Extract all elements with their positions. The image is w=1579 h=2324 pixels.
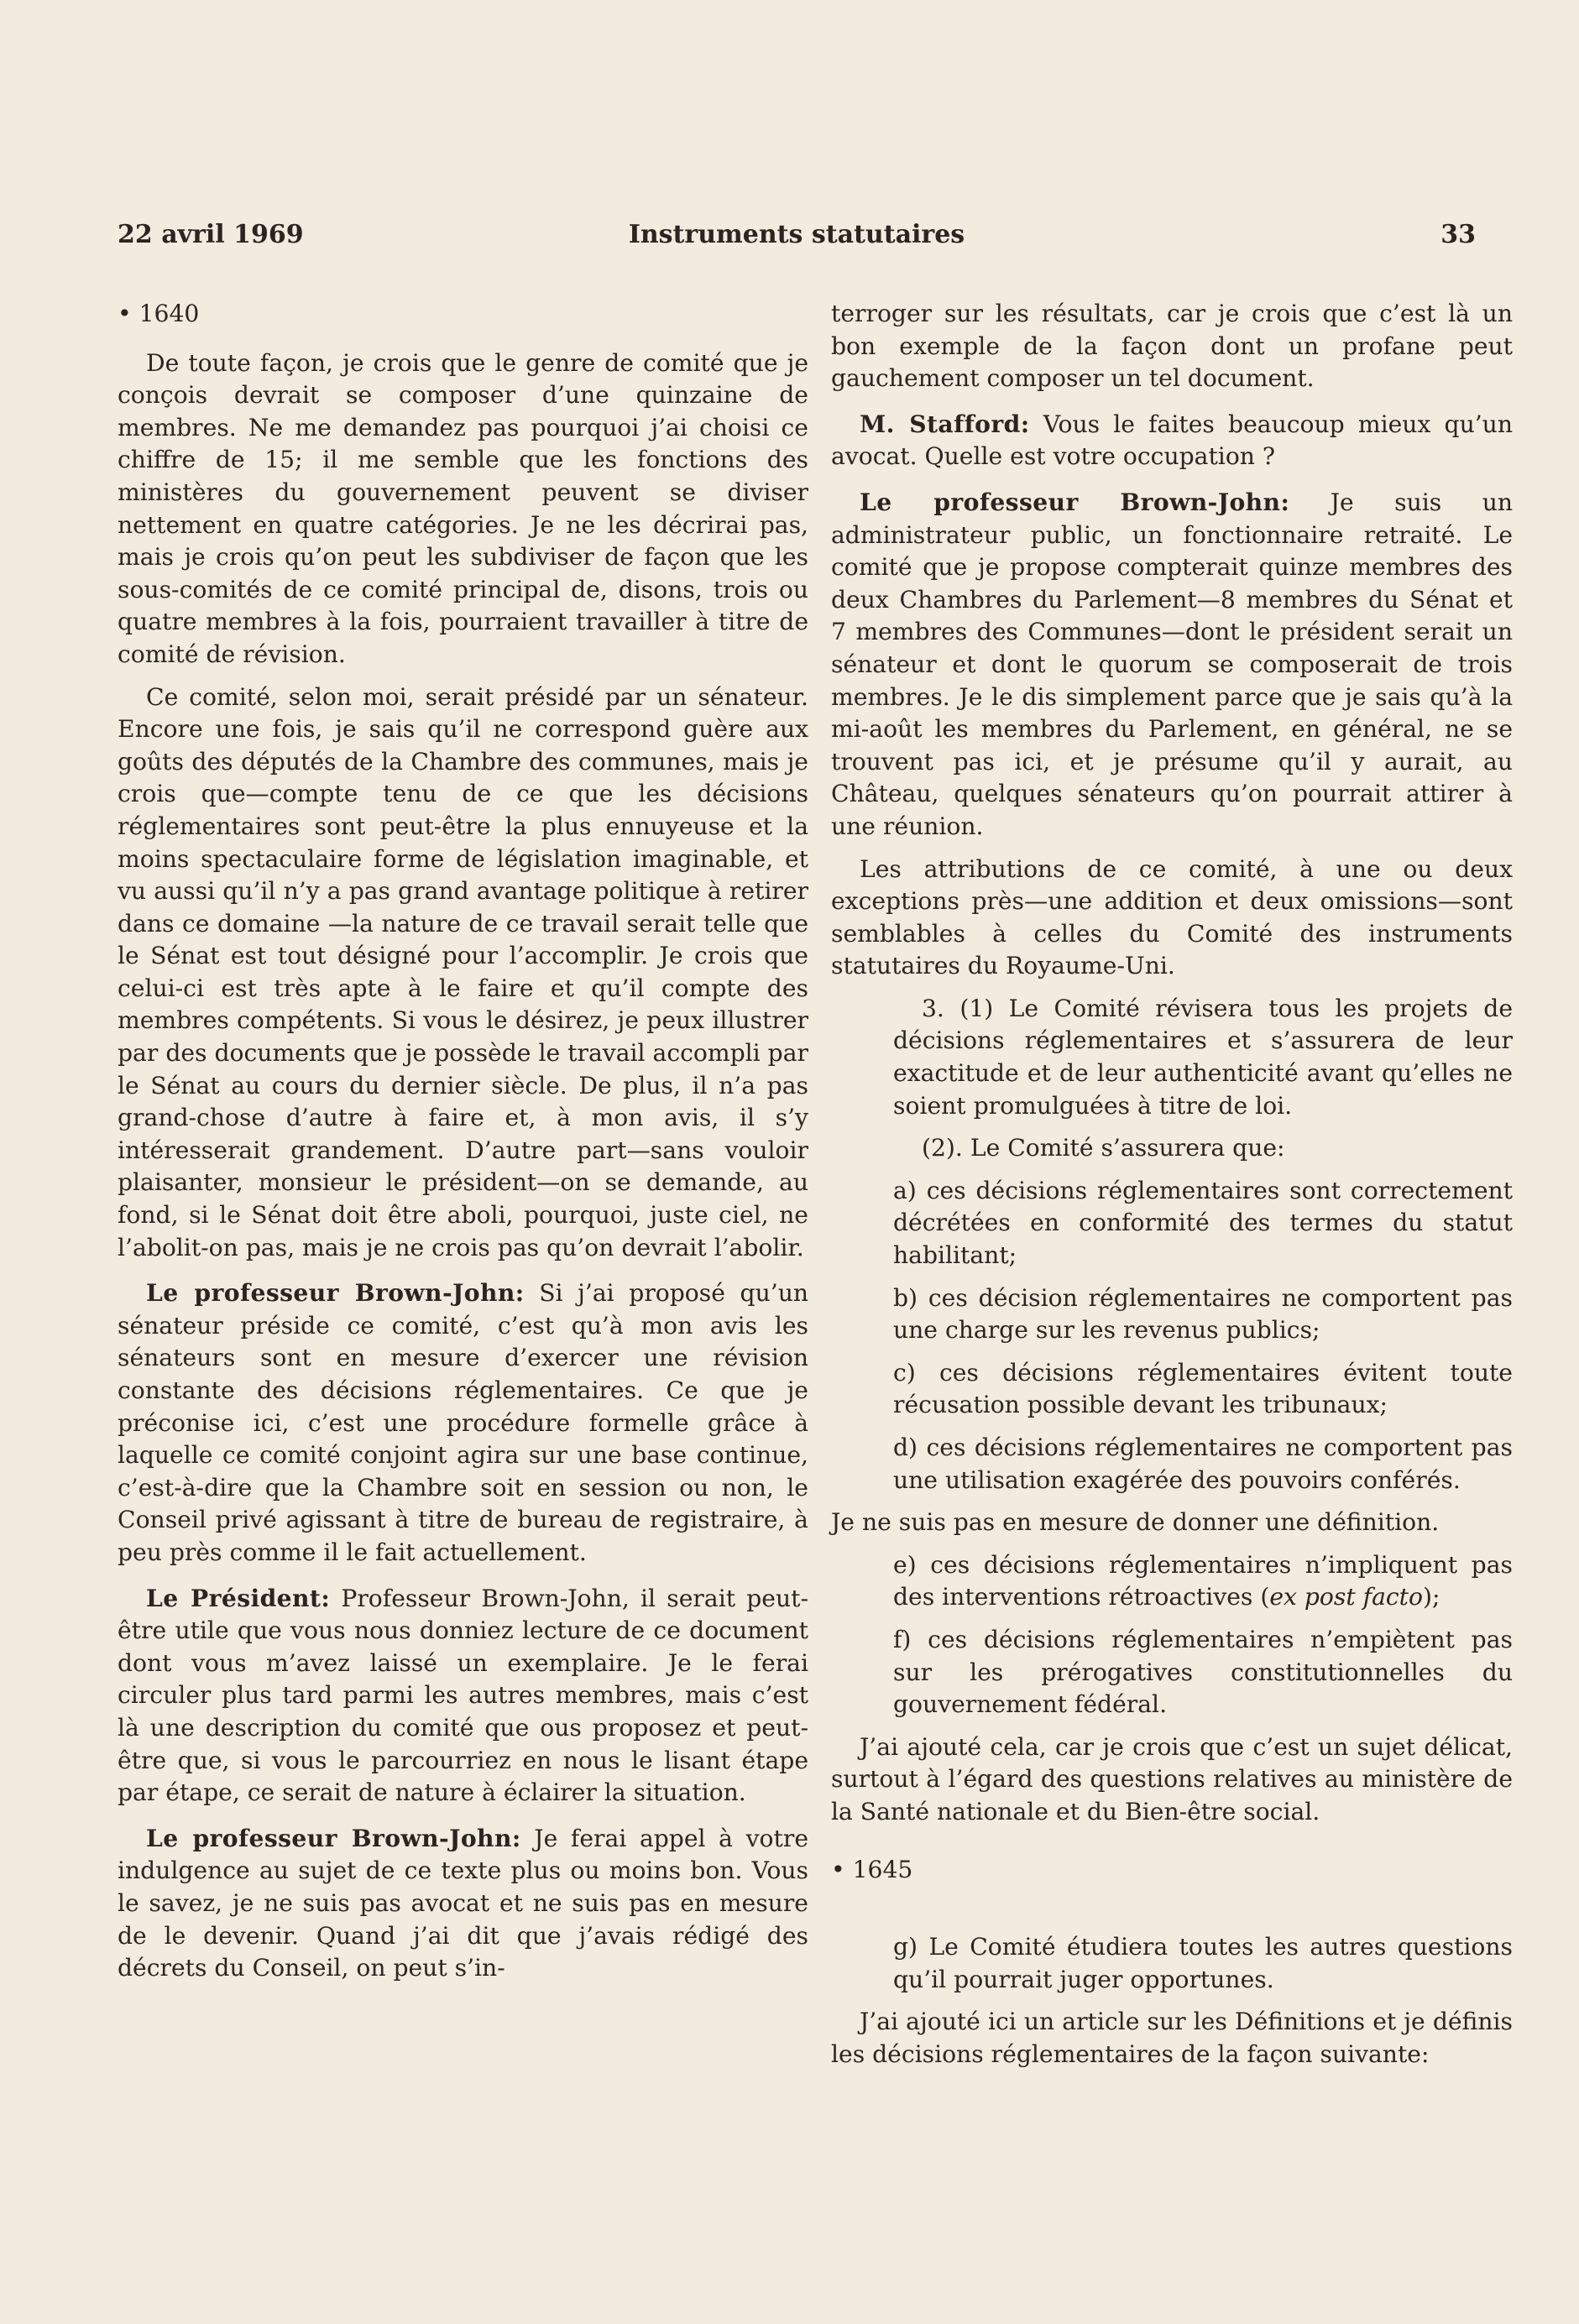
speech-text: Je suis un administrateur public, un fonctionnaire retraité. Le comité que je propose compterait quinze membres des deux Chambres du Parlement—8 membres du Sénat et 7 membres des Communes—dont le président serait un sénateur et dont le quorum se composerait de trois membres. Je le dis simplement parce que je sais qu’à la mi-août les membres du Parlement, en général, ne se trouvent pas ici, et je présume qu’il y aurait, au Château, quelques sénateurs qu’on pourrait attirer à une réunion. — [831, 488, 1513, 840]
speech-text: Si j’ai proposé qu’un sénateur préside ce comité, c’est qu’à mon avis les sénateurs sont en mesure d’exercer une révision constante des décisions réglementaires. Ce que je préconise ici, c’est une procédure formelle grâce à laquelle ce comité conjoint agira sur une base continue, c’est-à-dire que la Chambre soit en session ou non, le Conseil privé agissant à titre de bureau de registraire, à peu près comme il le fait actuellement. — [118, 1279, 808, 1566]
right-column — [831, 298, 1513, 2081]
quoted-clause: b) ces décision réglementaires ne comportent pas une charge sur les revenus publics; — [893, 1283, 1513, 1345]
header-title: Instruments statutaires — [628, 220, 965, 249]
speech-text: Professeur Brown-John, il serait peut-être utile que vous nous donniez lecture de ce document dont vous m’avez laissé un exemplaire. Je le ferai circuler plus tard parmi les autres membres, mais c’est là une description du comité que ous proposez et peut-être que, si vous le parcourriez en nous le lisant étape par étape, ce serait de nature à éclairer la situation. — [118, 1584, 808, 1807]
time-marker: • 1645 — [831, 1855, 913, 1883]
page-header — [118, 220, 1476, 262]
quoted-clause: a) ces décisions réglementaires sont correctement décrétées en conformité des termes du statut habilitant; — [893, 1176, 1513, 1270]
quoted-clause: (2). Le Comité s’assurera que: — [922, 1134, 1285, 1162]
left-column — [118, 298, 808, 1995]
speaker-paragraph — [831, 409, 1513, 473]
quoted-clause: f) ces décisions réglementaires n’empiètent pas sur les prérogatives constitutionnelles du gouvernement fédéral. — [893, 1625, 1513, 1719]
speaker-paragraph — [118, 1277, 808, 1569]
header-page-number: 33 — [1440, 220, 1476, 249]
quoted-clause: d) ces décisions réglementaires ne comportent pas une utilisation exagérée des pouvoirs conférés. — [893, 1434, 1513, 1494]
speaker-name: Le Président: — [146, 1584, 331, 1612]
quoted-clause: 3. (1) Le Comité révisera tous les projets de décisions réglementaires et s’assurera de leur exactitude et de leur authenticité avant qu’elles ne soient promulguées à titre de loi. — [893, 994, 1513, 1120]
paragraph: Je ne suis pas en mesure de donner une définition. — [831, 1508, 1440, 1537]
time-marker: • 1640 — [118, 300, 200, 327]
speaker-name: M. Stafford: — [860, 410, 1030, 438]
quoted-clause — [893, 1549, 1513, 1614]
speaker-paragraph — [118, 1583, 808, 1810]
paragraph: Les attributions de ce comité, à une ou deux exceptions près—une addition et deux omissions—sont semblables à celles du Comité des instruments statutaires du Royaume-Uni. — [831, 854, 1513, 980]
paragraph: J’ai ajouté cela, car je crois que c’est un sujet délicat, surtout à l’égard des questions relatives au ministère de la Santé nationale et du Bien-être social. — [831, 1732, 1513, 1825]
quoted-clause: g) Le Comité étudiera toutes les autres questions qu’il pourrait juger opportunes. — [893, 1933, 1513, 1993]
speech-text: Je ferai appel à votre indulgence au sujet de ce texte plus ou moins bon. Vous le savez, je ne suis pas avocat et ne suis pas en mesure de le devenir. Quand j’ai dit que j’avais rédigé des décrets du Conseil, on peut s’in- — [118, 1824, 808, 1982]
speaker-name: Le professeur Brown-John: — [146, 1824, 521, 1852]
speaker-paragraph — [831, 487, 1513, 843]
clause-text: ); — [1422, 1583, 1440, 1611]
latin-term: ex post facto — [1269, 1583, 1423, 1611]
paragraph: Ce comité, selon moi, serait présidé par un sénateur. Encore une fois, je sais qu’il ne correspond guère aux goûts des députés de la Chambre des communes, mais je crois que—compte tenu de ce que les décisions réglementaires sont peut-être la plus ennuyeuse et la moins spectaculaire forme de législation imaginable, et vu aussi qu’il n’y a pas grand avantage politique à retirer dans ce domaine —la nature de ce travail serait telle que le Sénat est tout désigné pour l’accomplir. Je crois que celui-ci est très apte à le faire et qu’il compte des membres compétents. Si vous le désirez, je peux illustrer par des documents que je possède le travail accompli par le Sénat au cours du dernier siècle. De plus, il n’a pas grand-chose d’autre à faire et, à mon avis, il s’y intéresserait grandement. D’autre part—sans vouloir plaisanter, monsieur le président—on se demande, au fond, si le Sénat doit être aboli, pourquoi, juste ciel, ne l’abolit-on pas, mais je ne crois pas qu’on devrait l’abolir. — [118, 682, 808, 1261]
speaker-name: Le professeur Brown-John: — [146, 1279, 525, 1308]
speaker-name: Le professeur Brown-John: — [860, 488, 1290, 516]
header-date: 22 avril 1969 — [118, 220, 304, 249]
paragraph: terroger sur les résultats, car je crois que c’est là un bon exemple de la façon dont un profane peut gauchement composer un tel document. — [831, 300, 1513, 393]
paragraph: J’ai ajouté ici un article sur les Définitions et je définis les décisions réglementaires de la façon suivante: — [831, 2008, 1513, 2068]
quoted-clause: c) ces décisions réglementaires évitent toute récusation possible devant les tribunaux; — [893, 1358, 1513, 1419]
clause-text: e) ces décisions réglementaires n’impliquent pas des interventions rétroactives ( — [893, 1550, 1513, 1611]
speech-text: Vous le faites beaucoup mieux qu’un avocat. Quelle est votre occupation ? — [831, 410, 1513, 471]
paragraph: De toute façon, je crois que le genre de comité que je conçois devrait se composer d’une quinzaine de membres. Ne me demandez pas pourquoi j’ai choisi ce chiffre de 15; il me semble que les fonctions des ministères du gouvernement peuvent se diviser nettement en quatre catégories. Je ne les décrirai pas, mais je crois qu’on peut les subdiviser de façon que les sous-comités de ce comité principal de, disons, trois ou quatre membres à la fois, pourraient travailler à titre de comité de révision. — [118, 348, 808, 668]
speaker-paragraph — [118, 1823, 808, 1985]
